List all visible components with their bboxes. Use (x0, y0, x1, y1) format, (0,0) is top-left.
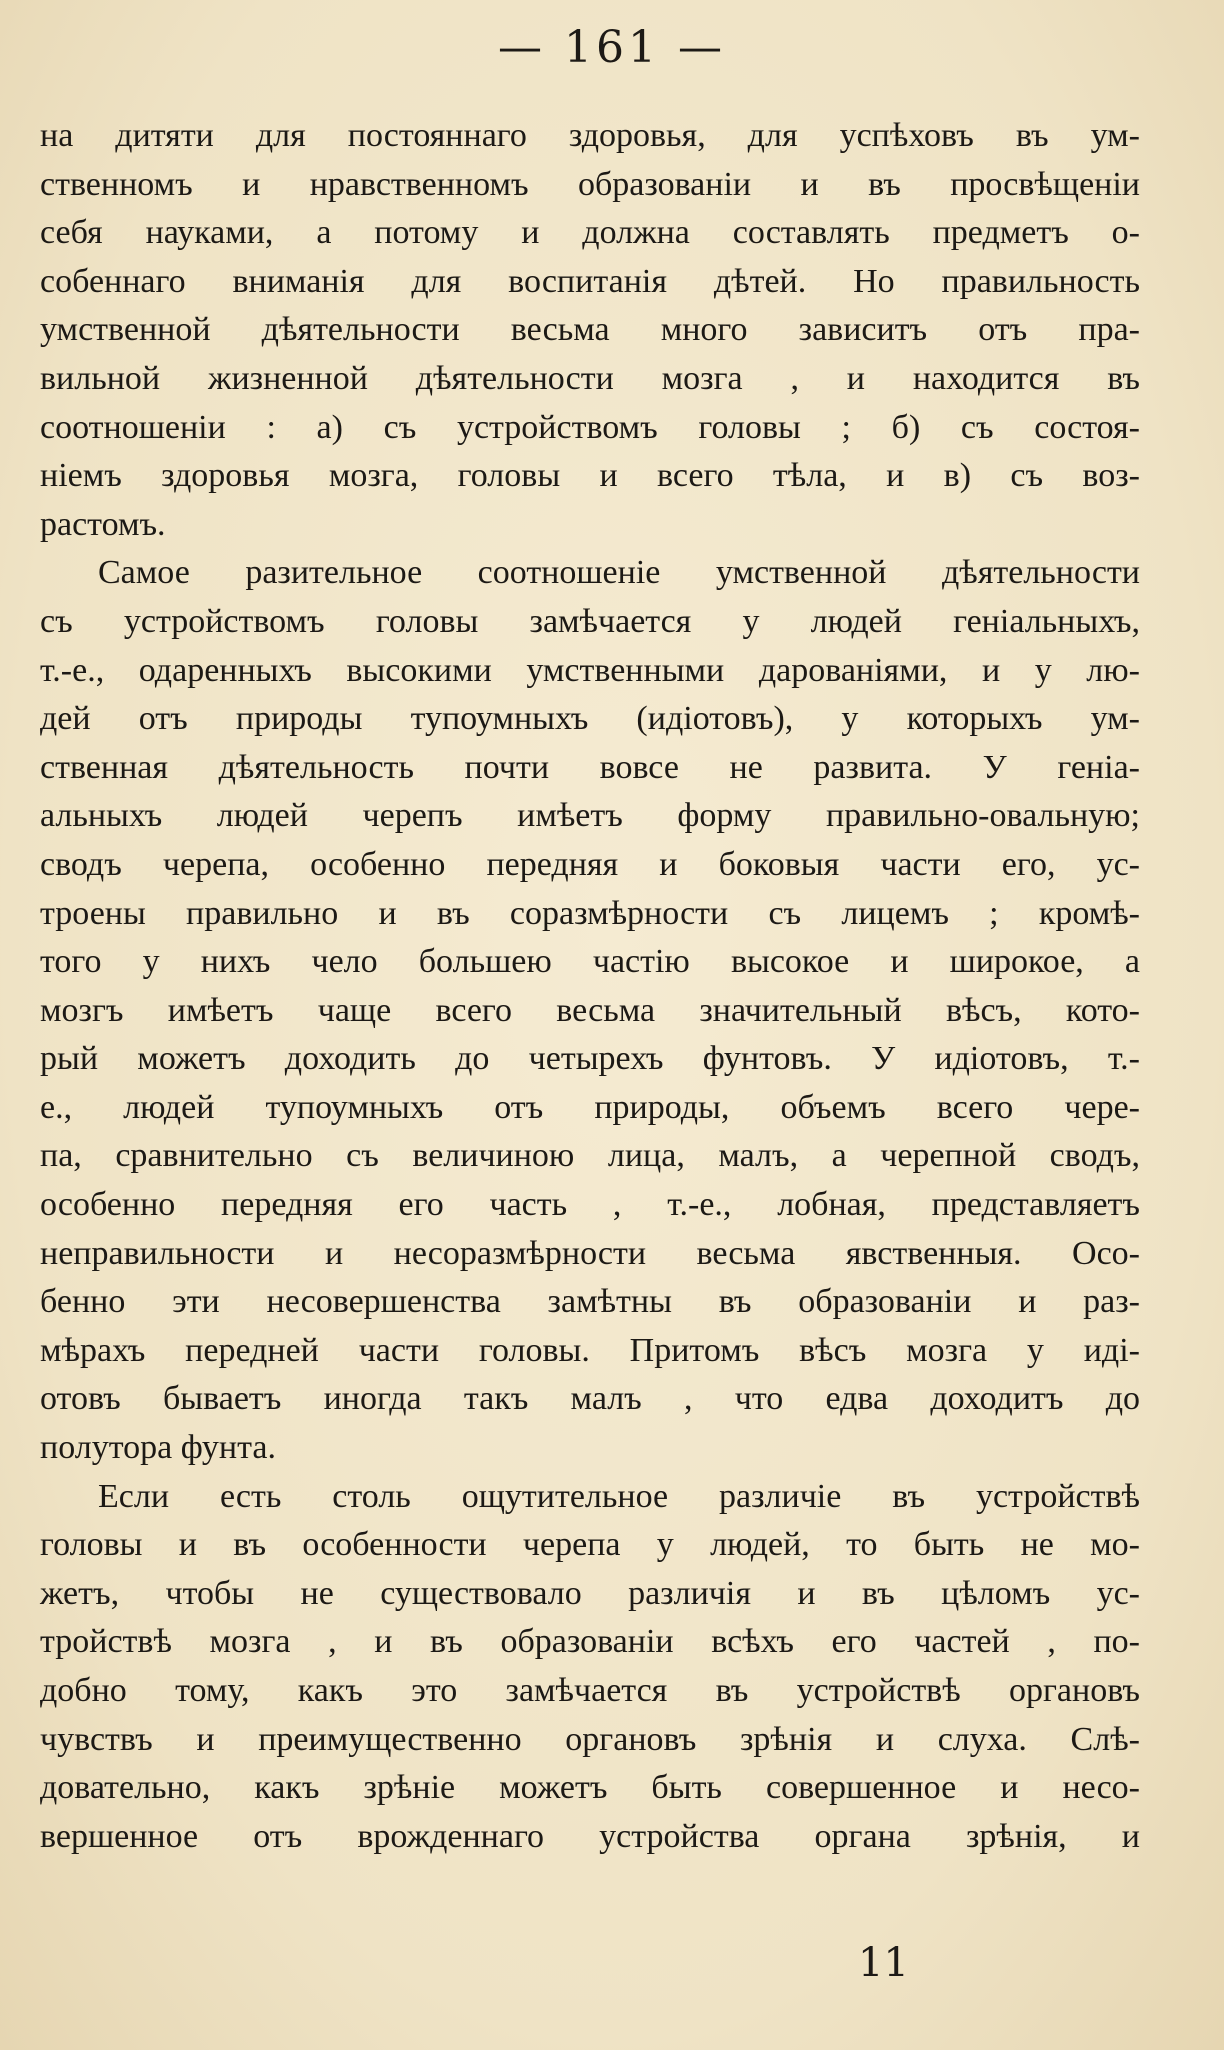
text-line: умственной дѣятельности весьма много зависитъ отъ пра- (40, 311, 1140, 349)
text-line: головы и въ особенности черепа у людей, то быть не мо- (40, 1526, 1140, 1564)
text-line: отовъ бываетъ иногда такъ малъ , что едва доходитъ до (40, 1380, 1140, 1418)
text-line: т.-е., одаренныхъ высокими умственными дарованіями, и у лю- (40, 651, 1140, 689)
body-text (40, 112, 1140, 1861)
page-number: — 161 — (498, 22, 726, 73)
text-line: па, сравнительно съ величиною лица, малъ, а черепной сводъ, (40, 1137, 1140, 1175)
text-line: дей отъ природы тупоумныхъ (идіотовъ), у которыхъ ум- (40, 700, 1140, 738)
paragraph-start: Самое разительное соотношеніе умственной дѣятельности (98, 554, 1140, 592)
text-line: тройствѣ мозга , и въ образованіи всѣхъ его частей , по- (40, 1623, 1140, 1661)
text-line: рый можетъ доходить до четырехъ фунтовъ. У идіотовъ, т.- (40, 1040, 1140, 1078)
text-line: растомъ. (40, 505, 166, 543)
text-line: соотношеніи : а) съ устройствомъ головы ; б) съ состоя- (40, 408, 1140, 446)
text-line: ственная дѣятельность почти вовсе не развита. У геніа- (40, 748, 1140, 786)
text-line: того у нихъ чело большею частію высокое и широкое, а (40, 943, 1140, 981)
text-line: сводъ черепа, особенно передняя и боковыя части его, ус- (40, 845, 1140, 883)
text-line: жетъ, чтобы не существовало различія и въ цѣломъ ус- (40, 1574, 1140, 1612)
text-line: чувствъ и преимущественно органовъ зрѣнія и слуха. Слѣ- (40, 1720, 1140, 1758)
paragraph-start: Если есть столь ощутительное различіе въ устройствѣ (98, 1477, 1140, 1515)
text-line: добно тому, какъ это замѣчается въ устройствѣ органовъ (40, 1672, 1140, 1709)
text-line: ніемъ здоровья мозга, головы и всего тѣла, и в) съ воз- (40, 457, 1140, 495)
text-line: неправильности и несоразмѣрности весьма явственныя. Осо- (40, 1234, 1140, 1272)
signature-mark: 11 (858, 1940, 909, 1986)
text-line: вершенное отъ врожденнаго устройства органа зрѣнія, и (40, 1817, 1140, 1855)
text-line: на дитяти для постояннаго здоровья, для успѣховъ въ ум- (40, 117, 1140, 154)
text-line: полутора фунта. (40, 1429, 276, 1467)
text-line: довательно, какъ зрѣніе можетъ быть совершенное и несо- (40, 1769, 1140, 1807)
text-line: бенно эти несовершенства замѣтны въ образованіи и раз- (40, 1283, 1140, 1321)
text-line: собеннаго вниманія для воспитанія дѣтей. Но правильность (40, 262, 1140, 300)
text-line: мозгъ имѣетъ чаще всего весьма значительный вѣсъ, кото- (40, 991, 1140, 1029)
text-line: вильной жизненной дѣятельности мозга , и находится въ (40, 359, 1140, 397)
text-line: особенно передняя его часть , т.-е., лобная, представляетъ (40, 1186, 1140, 1224)
text-line: е., людей тупоумныхъ отъ природы, объемъ всего чере- (40, 1088, 1140, 1126)
text-line: себя науками, а потому и должна составлять предметъ о- (40, 214, 1140, 252)
text-line: альныхъ людей черепъ имѣетъ форму правильно-овальную; (40, 797, 1140, 835)
text-line: съ устройствомъ головы замѣчается у людей геніальныхъ, (40, 602, 1140, 640)
text-line: троены правильно и въ соразмѣрности съ лицемъ ; кромѣ- (40, 894, 1140, 932)
text-line: мѣрахъ передней части головы. Притомъ вѣсъ мозга у иді- (40, 1331, 1140, 1369)
text-line: ственномъ и нравственномъ образованіи и въ просвѣщеніи (40, 165, 1140, 203)
